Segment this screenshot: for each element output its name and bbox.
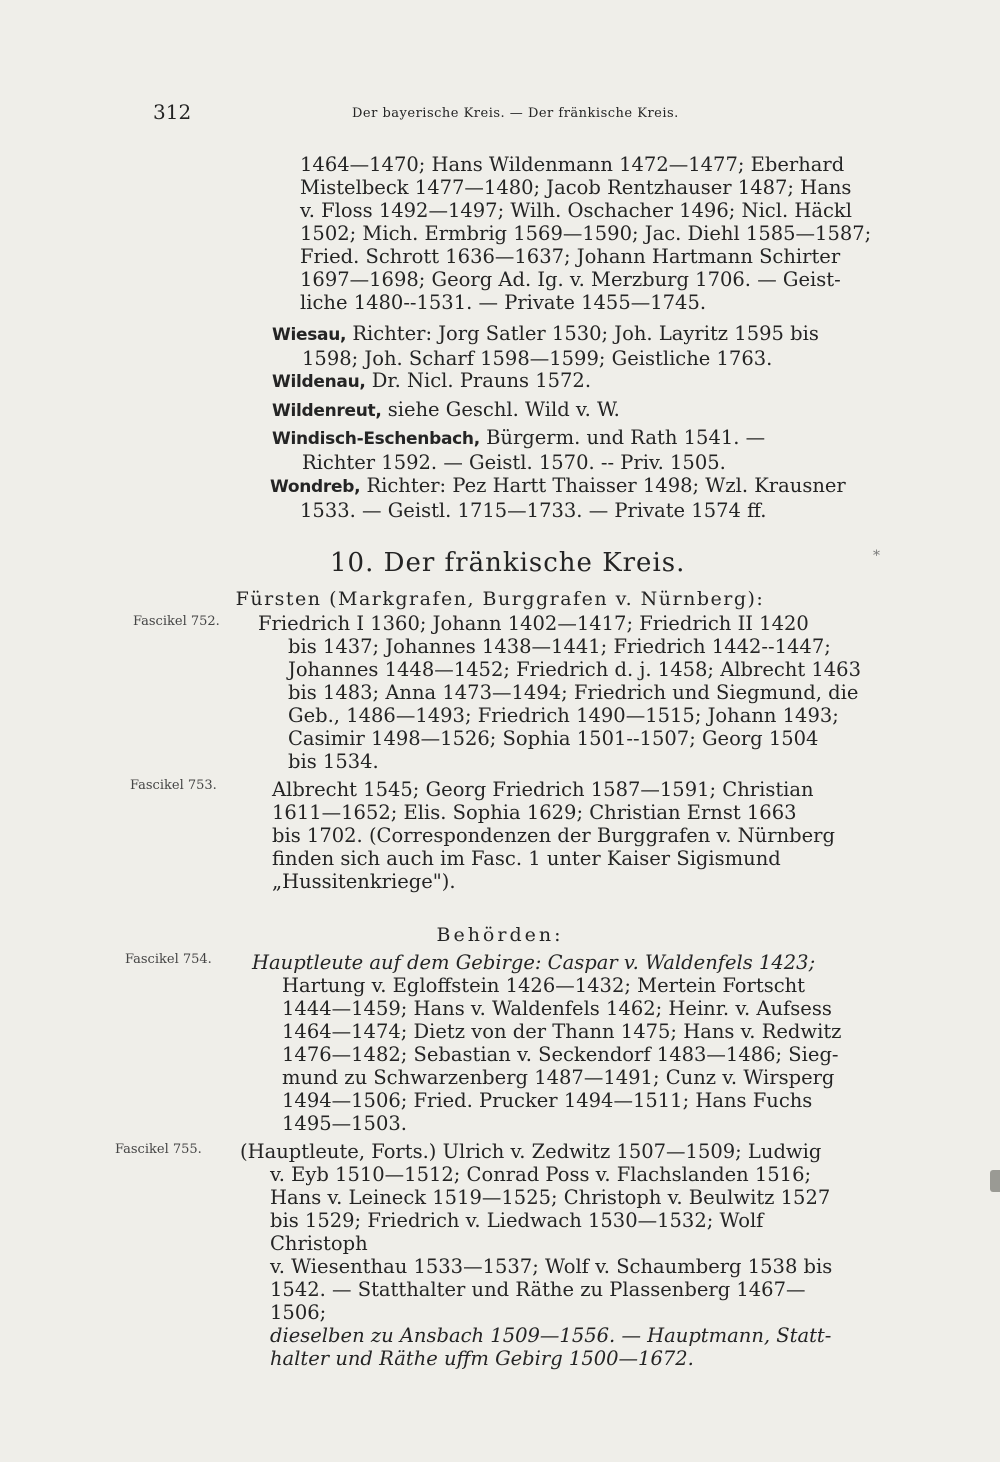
section-heading: 10. Der fränkische Kreis. bbox=[330, 548, 686, 578]
text-line: liche 1480--1531. — Private 1455—1745. bbox=[300, 291, 707, 314]
text-line: Geb., 1486—1493; Friedrich 1490—1515; Johann 1493; bbox=[288, 704, 839, 727]
text-line: halter und Räthe uffm Gebirg 1500—1672. bbox=[270, 1347, 694, 1370]
entry-text: siehe Geschl. Wild v. W. bbox=[387, 398, 620, 421]
text-line: Friedrich I 1360; Johann 1402—1417; Friedrich II 1420 bbox=[258, 612, 809, 635]
fascikel-754-text bbox=[252, 951, 877, 1135]
text-line: v. Floss 1492—1497; Wilh. Oschacher 1496; Nicl. Häckl bbox=[300, 199, 852, 222]
page-edge-mark bbox=[990, 1170, 1000, 1192]
text-line: mund zu Schwarzenberg 1487—1491; Cunz v. Wirsperg bbox=[282, 1066, 835, 1089]
fascikel-752-text bbox=[258, 612, 878, 773]
text-line: 1444—1459; Hans v. Waldenfels 1462; Heinr. v. Aufsess bbox=[282, 997, 832, 1020]
entry-text: 1598; Joh. Scharf 1598—1599; Geistliche 1763. bbox=[302, 347, 773, 370]
entry-text: Richter: Jorg Satler 1530; Joh. Layritz 1595 bis bbox=[352, 322, 819, 345]
text-line: bis 1534. bbox=[288, 750, 379, 773]
text-line: Hauptleute auf dem Gebirge: Caspar v. Waldenfels 1423; bbox=[252, 951, 816, 974]
text-line: v. Wiesenthau 1533—1537; Wolf v. Schaumberg 1538 bis bbox=[270, 1255, 833, 1278]
text-line: Albrecht 1545; Georg Friedrich 1587—1591; Christian bbox=[272, 778, 814, 801]
place-name: Wildenreut, bbox=[272, 401, 382, 421]
continuation-paragraph bbox=[300, 153, 890, 314]
text-line: (Hauptleute, Forts.) Ulrich v. Zedwitz 1507—1509; Ludwig bbox=[240, 1140, 822, 1163]
text-line: bis 1702. (Correspondenzen der Burggrafen v. Nürnberg bbox=[272, 824, 835, 847]
text-line: „Hussitenkriege"). bbox=[272, 870, 456, 893]
text-line: 1611—1652; Elis. Sophia 1629; Christian Ernst 1663 bbox=[272, 801, 797, 824]
text-line: 1494—1506; Fried. Prucker 1494—1511; Hans Fuchs bbox=[282, 1089, 813, 1112]
text-line: Fried. Schrott 1636—1637; Johann Hartmann Schirter bbox=[300, 245, 841, 268]
text-line: finden sich auch im Fasc. 1 unter Kaiser Sigismund bbox=[272, 847, 781, 870]
text-line: 1697—1698; Georg Ad. Ig. v. Merzburg 1706. — Geist- bbox=[300, 268, 841, 291]
text-line: 1542. — Statthalter und Räthe zu Plassenberg 1467—1506; bbox=[270, 1278, 806, 1324]
margin-star: * bbox=[873, 548, 880, 564]
text-line: v. Eyb 1510—1512; Conrad Poss v. Flachslanden 1516; bbox=[270, 1163, 812, 1186]
entry-text: Bürgerm. und Rath 1541. — bbox=[486, 426, 766, 449]
running-title: Der bayerische Kreis. — Der fränkische Kreis. bbox=[352, 106, 679, 121]
entry-text: Richter: Pez Hartt Thaisser 1498; Wzl. Krausner bbox=[366, 474, 846, 497]
entry-windisch-eschenbach bbox=[272, 426, 882, 474]
fascikel-label: Fascikel 754. bbox=[125, 952, 212, 967]
fascikel-755-text bbox=[240, 1140, 860, 1370]
text-line: bis 1529; Friedrich v. Liedwach 1530—1532; Wolf Christoph bbox=[270, 1209, 764, 1255]
text-line: Hartung v. Egloffstein 1426—1432; Mertein Fortscht bbox=[282, 974, 806, 997]
fascikel-label: Fascikel 753. bbox=[130, 778, 217, 793]
text-line: dieselben zu Ansbach 1509—1556. — Hauptmann, Statt- bbox=[270, 1324, 832, 1347]
entry-text: Dr. Nicl. Prauns 1572. bbox=[371, 369, 592, 392]
fascikel-label: Fascikel 755. bbox=[115, 1142, 202, 1157]
text-line: Mistelbeck 1477—1480; Jacob Rentzhauser 1487; Hans bbox=[300, 176, 852, 199]
entry-wildenau bbox=[272, 369, 912, 394]
fascikel-753-text bbox=[272, 778, 877, 893]
entry-text: 1533. — Geistl. 1715—1733. — Private 1574 ff. bbox=[300, 499, 767, 522]
place-name: Wondreb, bbox=[270, 477, 361, 497]
entry-wiesau bbox=[272, 322, 882, 370]
text-line: 1464—1470; Hans Wildenmann 1472—1477; Eberhard bbox=[300, 153, 845, 176]
text-line: 1464—1474; Dietz von der Thann 1475; Hans v. Redwitz bbox=[282, 1020, 842, 1043]
text-line: bis 1437; Johannes 1438—1441; Friedrich 1442--1447; bbox=[288, 635, 831, 658]
entry-wondreb bbox=[270, 474, 882, 522]
entry-wildenreut bbox=[272, 398, 912, 423]
text-line: 1476—1482; Sebastian v. Seckendorf 1483—1486; Sieg- bbox=[282, 1043, 839, 1066]
fascikel-label: Fascikel 752. bbox=[133, 614, 220, 629]
page-header bbox=[0, 100, 1000, 130]
text-line: Johannes 1448—1452; Friedrich d. j. 1458; Albrecht 1463 bbox=[288, 658, 861, 681]
place-name: Windisch-Eschenbach, bbox=[272, 429, 480, 449]
text-line: Casimir 1498—1526; Sophia 1501--1507; Georg 1504 bbox=[288, 727, 819, 750]
text-line: 1502; Mich. Ermbrig 1569—1590; Jac. Diehl 1585—1587; bbox=[300, 222, 872, 245]
page-number: 312 bbox=[153, 100, 192, 124]
text-line: Hans v. Leineck 1519—1525; Christoph v. Beulwitz 1527 bbox=[270, 1186, 831, 1209]
behoerden-heading: Behörden: bbox=[436, 924, 564, 946]
fuersten-heading: Fürsten (Markgrafen, Burggrafen v. Nürnberg): bbox=[235, 588, 765, 610]
text-line: 1495—1503. bbox=[282, 1112, 407, 1135]
place-name: Wiesau, bbox=[272, 325, 347, 345]
entry-text: Richter 1592. — Geistl. 1570. -- Priv. 1505. bbox=[302, 451, 726, 474]
text-line: bis 1483; Anna 1473—1494; Friedrich und Siegmund, die bbox=[288, 681, 859, 704]
place-name: Wildenau, bbox=[272, 372, 366, 392]
